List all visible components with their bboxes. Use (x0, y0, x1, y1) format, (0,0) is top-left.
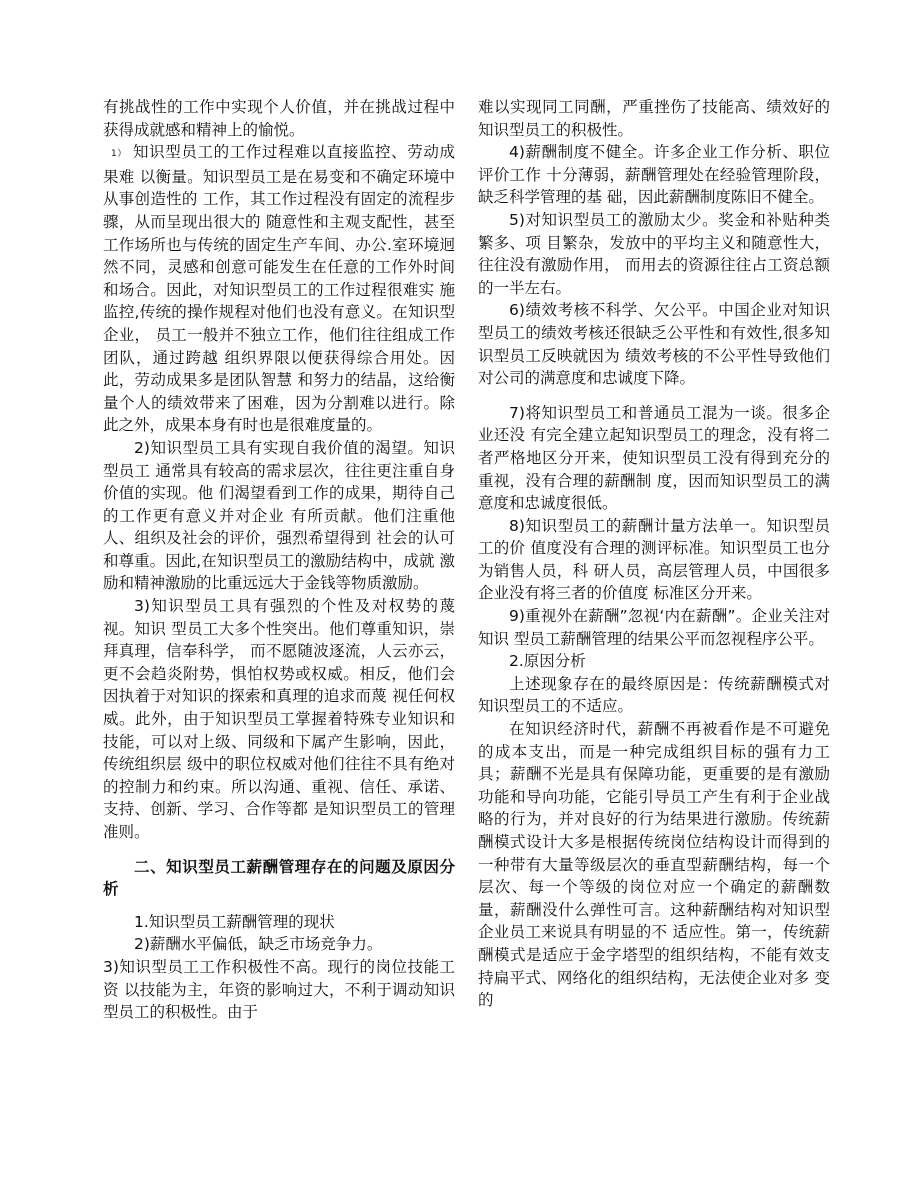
paragraph-r5: 7)将知识型员工和普通员工混为一谈。很多企业还没 有完全建立起知识型员工的理念，没有将二者严格地区分开来，使知识型员工没有得到充分的重视，没有合理的薪酬制 度，因而知识型员工的满意度和忠诚度很低。 (478, 403, 830, 513)
paragraph-1: 有挑战性的工作中实现个人价值，并在挑战过程中获得成就感和精神上的愉悦。 (103, 98, 455, 139)
paragraph-r8: 2.原因分析 (509, 652, 586, 671)
paragraph-r1: 难以实现同工同酬，严重挫伤了技能高、绩效好的 知识型员工的积极性。 (478, 98, 830, 139)
right-column (478, 96, 830, 1012)
paragraph-r4: 6)绩效考核不科学、欠公平。中国企业对知识型员工的绩效考核还很缺乏公平性和有效性,很多知识型员工反映就因为 绩效考核的不公平性导致他们对公司的满意度和忠诚度下降。 (478, 301, 830, 388)
paragraph-2-text: 知识型员工的工作过程难以直接监控、劳动成果难 以衡量。知识型员工是在易变和不确定环境中从事创造性的 工作，其工作过程没有固定的流程步骤，从而呈现出很大的 随意性和主观支配性，甚至工作场所也与传统的固定生产车间、办公.室环境迥然不同，灵感和创意可能发生在任意的工作外时间和场合。因此，对知识型员工的工作过程很难实 施监控,传统的操作规程对他们也没有意义。在知识型企业， 员工一般并不独立工作，他们往往组成工作团队，通过跨越 组织界限以便获得综合用处。因此，劳动成果多是团队智慧 和努力的结晶，这给衡量个人的绩效带来了困难，因为分割难以进行。除此之外，成果本身有时也是很难度量的。 (103, 143, 455, 435)
paragraph-r2: 4)薪酬制度不健全。许多企业工作分析、职位评价工作 十分薄弱，薪酬管理处在经验管理阶段，缺乏科学管理的基 础，因此薪酬制度陈旧不健全。 (478, 143, 830, 207)
paragraph-4: 3)知识型员工具有强烈的个性及对权势的蔑视。知识 型员工大多个性突出。他们尊重知识，崇拜真理，信奉科学， 而不愿随波逐流，人云亦云，更不会趋炎附势，惧怕权势或权威。相反，他们会因执着于对知识的探索和真理的追求而蔑 视任何权威。此外，由于知识型员工掌握着特殊专业知识和 技能，可以对上级、同级和下属产生影响，因此，传统组织层 级中的职位权威对他们往往不具有绝对的控制力和约束。所以沟通、重视、信任、承诺、支持、创新、学习、合作等都 是知识型员工的管理准则。 (103, 597, 455, 841)
paragraph-r7: 9)重视外在薪酬”忽视‘内在薪酬”。企业关注对知识 型员工薪酬管理的结果公平而忽视程序公平。 (478, 607, 830, 648)
left-column (103, 96, 455, 1024)
paragraph-r10: 在知识经济时代，薪酬不再被看作是不可避免的成本支出，而是一种完成组织目标的强有力工具；薪酬不光是具有保障功能，更重要的是有激励功能和导向功能，它能引导员工产生有利于企业战略的行为，并对良好的行为结果进行激励。传统薪酬模式设计大多是根据传统岗位结构设计而得到的一种带有大量等级层次的垂直型薪酬结构，每一个层次、每一个等级的岗位对应一个确定的薪酬数量，薪酬没什么弹性可言。这种薪酬结构对知识型企业员工来说具有明显的不 适应性。第一，传统薪酬模式是适应于金字塔型的组织结构，不能有效支持扁平式、网络化的组织结构，无法使企业对多 变的 (478, 720, 830, 1010)
paragraph-r6: 8)知识型员工的薪酬计量方法单一。知识型员工的价 值度没有合理的测评标准。知识型员工也分为销售人员，科 研人员，高层管理人员，中国很多企业没有将三者的价值度 标准区分开来。 (478, 516, 830, 603)
list-marker: 1） (111, 149, 127, 160)
paragraph-r9: 上述现象存在的最终原因是：传统薪酬模式对知识型员工的不适应。 (478, 674, 830, 716)
paragraph-3: 2)知识型员工具有实现自我价值的渴望。知识型员工 通常具有较高的需求层次，往往更注重自身价值的实现。他 们渴望看到工作的成果，期待自己的工作更有意义并对企业 有所贡献。他们注重他人、组织及社会的评价，强烈希望得到 社会的认可和尊重。因此,在知识型员工的激励结构中，成就 激励和精神激励的比重远远大于金钱等物质激励。 (103, 438, 455, 593)
paragraph-5: 1.知识型员工薪酬管理的现状 (134, 912, 335, 931)
paragraph-6: 2)薪酬水平偏低，缺乏市场竞争力。 (134, 935, 383, 954)
paragraph-r3: 5)对知识型员工的激励太少。奖金和补贴种类繁多、项 目繁杂，发放中的平均主义和随意性大，往往没有激励作用， 而用去的资源往往占工资总额的一半左右。 (478, 210, 830, 297)
paragraph-2 (103, 141, 455, 437)
paragraph-7: 3)知识型员工工作积极性不高。现行的岗位技能工资 以技能为主，年资的影响过大，不利于调动知识型员工的积极性。由于 (103, 957, 455, 1022)
section-heading: 二、知识型员工薪酬管理存在的问题及原因分析 (103, 857, 455, 899)
